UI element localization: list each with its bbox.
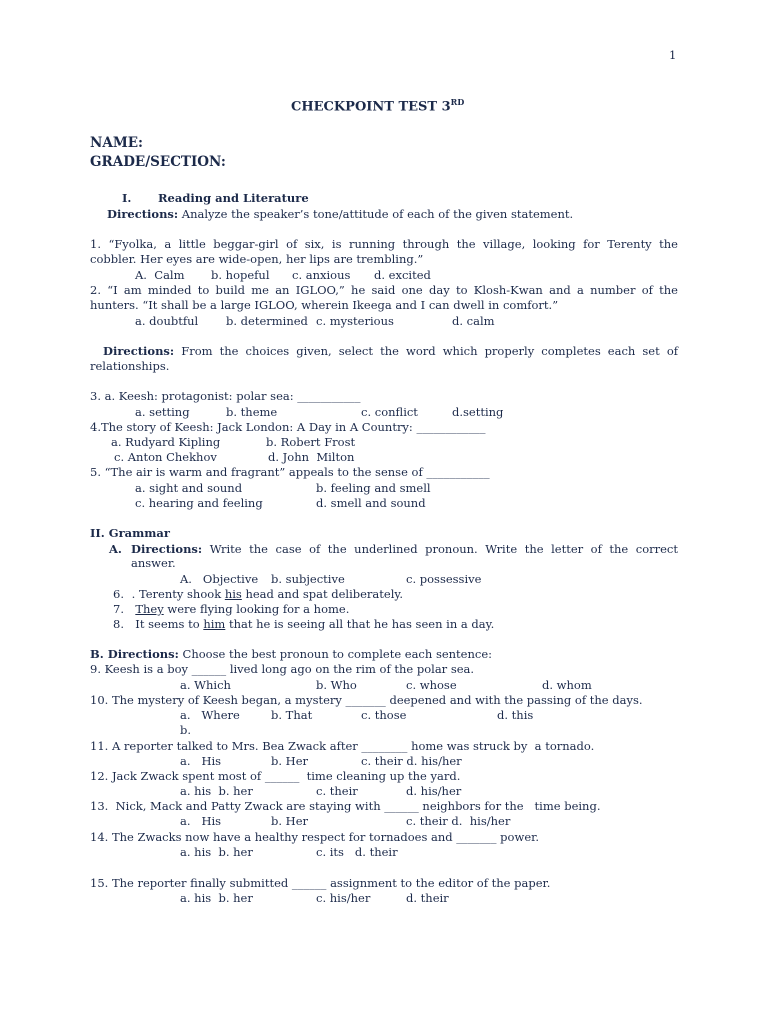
q4-opt-c: c. Anton Chekhov	[114, 450, 217, 464]
directions2-label: Directions:	[103, 344, 175, 358]
part2-a-letter: A.	[109, 542, 122, 556]
q2-opt-d: d. calm	[452, 314, 495, 328]
q1-opt-a: A. Calm	[135, 268, 185, 282]
q2-line1: 2. “I am minded to build me an IGLOO,” he said one day to Klosh-Kwan and a number of the	[90, 283, 678, 297]
part1-heading: Reading and Literature	[158, 191, 309, 205]
q5-opt-d: d. smell and sound	[316, 496, 426, 510]
part2-b-directions	[90, 647, 492, 661]
q5-opt-b: b. feeling and smell	[316, 481, 431, 495]
q6-underlined-pronoun: his	[224, 587, 242, 601]
q10-opt-a: a. Where	[180, 708, 240, 722]
a-opt-c: c. possessive	[406, 572, 482, 586]
q3-opt-a: a. setting	[135, 405, 190, 419]
q10: 10. The mystery of Keesh began, a mystery _______ deepened and with the passing of the days.	[90, 693, 643, 707]
directions2-line2: relationships.	[90, 359, 170, 373]
q11-opt-a: a. His	[180, 754, 222, 768]
title-sup: RD	[450, 97, 465, 107]
name-label: NAME:	[90, 135, 144, 151]
test-title	[291, 95, 464, 114]
q15-opt-d: d. their	[406, 891, 449, 905]
q11: 11. A reporter talked to Mrs. Bea Zwack after ________ home was struck by a tornado.	[90, 739, 595, 753]
part2-a-text: Write the case of the underlined pronoun. Write the letter of the correct	[202, 542, 678, 556]
q12: 12. Jack Zwack spent most of ______ time cleaning up the yard.	[90, 769, 461, 783]
q1-line2: cobbler. Her eyes are wide-open, her lips are trembling.”	[90, 252, 424, 266]
q6-post: head and spat deliberately.	[241, 587, 404, 601]
q6-pre: . Terenty shook	[128, 587, 225, 601]
q5: 5. “The air is warm and fragrant” appeals to the sense of ___________	[90, 465, 490, 479]
q1-line1: 1. “Fyolka, a little beggar-girl of six, is running through the village, looking for Terenty the	[90, 237, 678, 251]
q7	[128, 602, 349, 616]
q8-post: that he is seeing all that he has seen in a day.	[225, 617, 495, 631]
q15-opt-ab: a. his b. her	[180, 891, 253, 905]
q13: 13. Nick, Mack and Patty Zwack are staying with ______ neighbors for the time being.	[90, 799, 601, 813]
q7-num: 7.	[113, 602, 124, 616]
q5-opt-a: a. sight and sound	[135, 481, 243, 495]
grade-section-label: GRADE/SECTION:	[90, 154, 226, 170]
q5-opt-c: c. hearing and feeling	[135, 496, 263, 510]
part2-a-line2: answer.	[131, 556, 176, 570]
q9-opt-a: a. Which	[180, 678, 231, 692]
q7-underlined-pronoun: They	[135, 602, 164, 616]
q10-opt-b: b. That	[271, 708, 313, 722]
q10-extra: b.	[180, 723, 192, 737]
q9-opt-b: b. Who	[316, 678, 357, 692]
directions2-text: From the choices given, select the word which properly completes each set of	[174, 344, 678, 358]
part2-b-label: B. Directions:	[90, 647, 179, 661]
title-main: CHECKPOINT TEST 3	[291, 99, 451, 115]
q13-opt-b: b. Her	[271, 814, 309, 828]
q9-opt-d: d. whom	[542, 678, 592, 692]
q9-opt-c: c. whose	[406, 678, 457, 692]
q4-opt-d: d. John Milton	[268, 450, 355, 464]
q2-opt-a: a. doubtful	[135, 314, 199, 328]
directions-label: Directions:	[107, 207, 179, 221]
a-opt-a: A. Objective	[180, 572, 259, 586]
q11-opt-c: c. their d. his/her	[361, 754, 462, 768]
q10-opt-c: c. those	[361, 708, 407, 722]
q8-underlined-pronoun: him	[203, 617, 226, 631]
q8	[128, 617, 494, 631]
q11-opt-b: b. Her	[271, 754, 309, 768]
part2-a-label: Directions:	[131, 542, 203, 556]
q3: 3. a. Keesh: protagonist: polar sea: ___________	[90, 389, 361, 403]
directions2-line1	[103, 344, 678, 358]
q6	[128, 587, 403, 601]
q14-opt-ab: a. his b. her	[180, 845, 253, 859]
q9: 9. Keesh is a boy ______ lived long ago on the rim of the polar sea.	[90, 662, 475, 676]
q6-num: 6.	[113, 587, 124, 601]
q12-opt-d: d. his/her	[406, 784, 462, 798]
part2-b-text: Choose the best pronoun to complete each sentence:	[178, 647, 493, 661]
q14: 14. The Zwacks now have a healthy respect for tornadoes and _______ power.	[90, 830, 540, 844]
part1-directions	[107, 207, 573, 221]
q12-opt-ab: a. his b. her	[180, 784, 253, 798]
q4: 4.The story of Keesh: Jack London: A Day in A Country: ____________	[90, 420, 486, 434]
q13-opt-a: a. His	[180, 814, 222, 828]
q1-opt-b: b. hopeful	[211, 268, 270, 282]
part1-numeral: I.	[122, 191, 132, 205]
q3-opt-b: b. theme	[226, 405, 278, 419]
q2-line2: hunters. “It shall be a large IGLOO, wherein Ikeega and I can dwell in comfort.”	[90, 298, 559, 312]
directions-text: Analyze the speaker’s tone/attitude of each of the given statement.	[178, 207, 574, 221]
q4-opt-a: a. Rudyard Kipling	[111, 435, 221, 449]
page-number: 1	[669, 48, 677, 62]
q15: 15. The reporter finally submitted ______ assignment to the editor of the paper.	[90, 876, 551, 890]
q8-num: 8.	[113, 617, 124, 631]
q3-opt-c: c. conflict	[361, 405, 418, 419]
q14-opt-cd: c. its d. their	[316, 845, 398, 859]
q13-opt-c: c. their d. his/her	[406, 814, 511, 828]
q1-opt-d: d. excited	[374, 268, 431, 282]
q7-post: were flying looking for a home.	[163, 602, 350, 616]
q3-opt-d: d.setting	[452, 405, 504, 419]
part2-a-directions	[131, 542, 678, 556]
part2-heading: II. Grammar	[90, 526, 170, 540]
q4-opt-b: b. Robert Frost	[266, 435, 356, 449]
q2-opt-c: c. mysterious	[316, 314, 394, 328]
a-opt-b: b. subjective	[271, 572, 345, 586]
q12-opt-c: c. their	[316, 784, 358, 798]
q15-opt-c: c. his/her	[316, 891, 371, 905]
q2-opt-b: b. determined	[226, 314, 308, 328]
q8-pre: It seems to	[128, 617, 204, 631]
q1-opt-c: c. anxious	[292, 268, 351, 282]
q10-opt-d: d. this	[497, 708, 534, 722]
